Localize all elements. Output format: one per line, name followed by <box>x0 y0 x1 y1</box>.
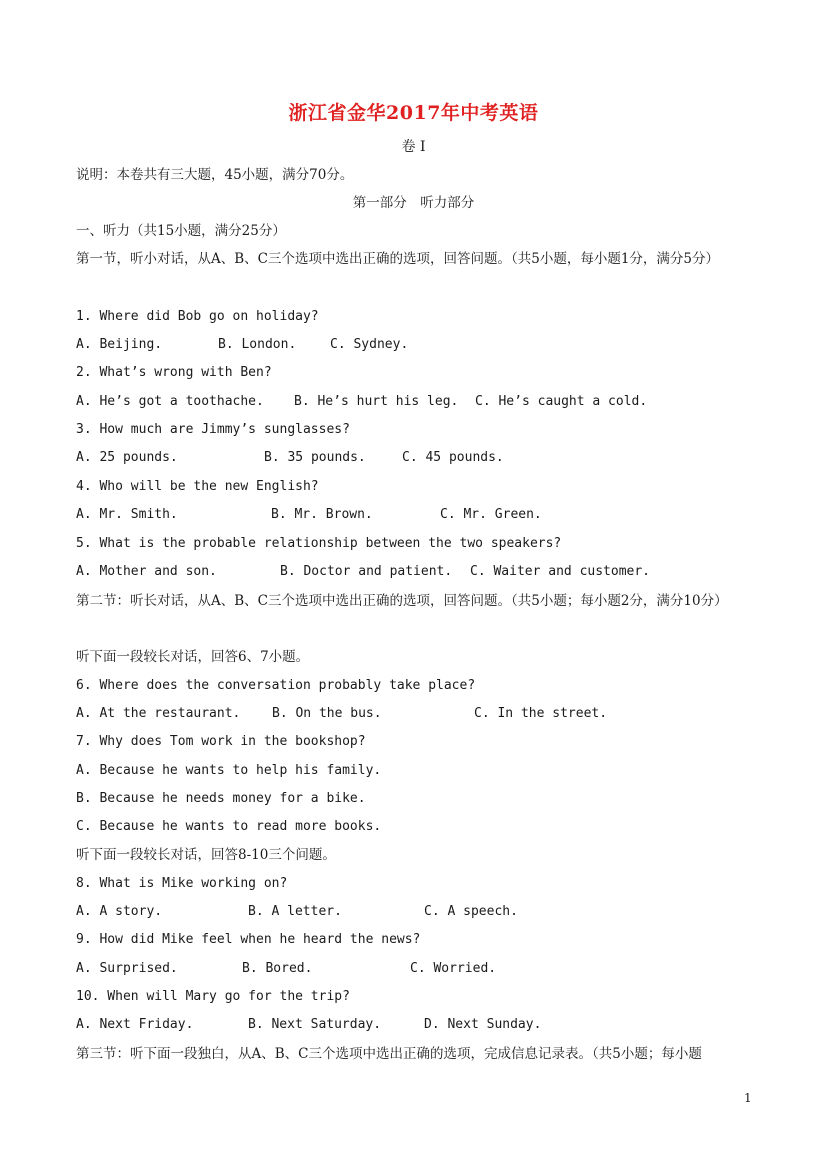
question-4: 4. Who will be the new English? <box>76 479 319 494</box>
option-b: B. 35 pounds. <box>264 450 366 465</box>
question-6-options <box>76 705 756 723</box>
question-9: 9. How did Mike feel when he heard the news? <box>76 932 421 947</box>
question-10-options <box>76 1016 756 1034</box>
option-a: A. Surprised. <box>76 961 178 976</box>
question-8: 8. What is Mike working on? <box>76 876 288 891</box>
instructions: 说明：本卷共有三大题，45小题，满分70分。 <box>76 167 354 183</box>
question-5: 5. What is the probable relationship between the two speakers? <box>76 536 562 551</box>
option-b: B. He’s hurt his leg. <box>294 394 459 409</box>
option-d: D. Next Sunday. <box>424 1017 542 1032</box>
question-2-options <box>76 393 756 411</box>
option-c: C. In the street. <box>474 706 608 721</box>
option-b: B. A letter. <box>248 904 342 919</box>
option-a: A. Mr. Smith. <box>76 507 178 522</box>
option-b: B. Doctor and patient. <box>280 564 453 579</box>
option-c: C. Mr. Green. <box>440 507 542 522</box>
option-b: B. On the bus. <box>272 706 382 721</box>
question-1-options <box>76 336 756 354</box>
option-b: B. Mr. Brown. <box>271 507 373 522</box>
volume-label: 卷 I <box>401 139 426 155</box>
part-one-heading: 第一部分 听力部分 <box>352 195 475 211</box>
option-a: A. A story. <box>76 904 163 919</box>
section1-intro: 第一节，听小对话，从A、B、C三个选项中选出正确的选项，回答问题。（共5小题，每小题1分，满分5分） <box>76 251 720 267</box>
option-b: B. London. <box>218 337 297 352</box>
question-5-options <box>76 563 756 581</box>
option-a: A. Mother and son. <box>76 564 217 579</box>
question-7: 7. Why does Tom work in the bookshop? <box>76 734 366 749</box>
option-a: A. He’s got a toothache. <box>76 394 264 409</box>
option-b: B. Next Saturday. <box>248 1017 382 1032</box>
option-b: B. Because he needs money for a bike. <box>76 791 366 806</box>
option-c: C. Sydney. <box>330 337 409 352</box>
option-c: C. A speech. <box>424 904 518 919</box>
section2-dialogue-1-intro: 听下面一段较长对话，回答6、7小题。 <box>76 649 310 665</box>
section2-dialogue-2-intro: 听下面一段较长对话，回答8-10三个问题。 <box>76 847 336 863</box>
option-a: A. Next Friday. <box>76 1017 194 1032</box>
page-title: 浙江省金华2017年中考英语 <box>288 102 539 124</box>
section-listening-heading: 一、听力（共15小题，满分25分） <box>76 223 286 239</box>
option-a: A. Because he wants to help his family. <box>76 763 382 778</box>
question-6: 6. Where does the conversation probably take place? <box>76 678 476 693</box>
option-b: B. Bored. <box>242 961 313 976</box>
option-a: A. Beijing. <box>76 337 163 352</box>
option-c: C. Because he wants to read more books. <box>76 819 382 834</box>
option-c: C. Worried. <box>410 961 497 976</box>
question-2: 2. What’s wrong with Ben? <box>76 365 272 380</box>
page-number: 1 <box>744 1091 752 1105</box>
question-9-options <box>76 960 756 978</box>
question-8-options <box>76 903 756 921</box>
question-1: 1. Where did Bob go on holiday? <box>76 309 319 324</box>
section3-intro: 第三节：听下面一段独白，从A、B、C三个选项中选出正确的选项，完成信息记录表。（共5小题；每小题 <box>76 1046 702 1062</box>
question-4-options <box>76 506 756 524</box>
question-3-options <box>76 449 756 467</box>
section2-intro: 第二节：听长对话，从A、B、C三个选项中选出正确的选项，回答问题。（共5小题；每小题2分，满分10分） <box>76 593 728 609</box>
question-3: 3. How much are Jimmy’s sunglasses? <box>76 422 350 437</box>
option-c: C. 45 pounds. <box>402 450 504 465</box>
option-a: A. 25 pounds. <box>76 450 178 465</box>
option-a: A. At the restaurant. <box>76 706 241 721</box>
question-10: 10. When will Mary go for the trip? <box>76 989 350 1004</box>
option-c: C. He’s caught a cold. <box>475 394 648 409</box>
option-c: C. Waiter and customer. <box>470 564 651 579</box>
